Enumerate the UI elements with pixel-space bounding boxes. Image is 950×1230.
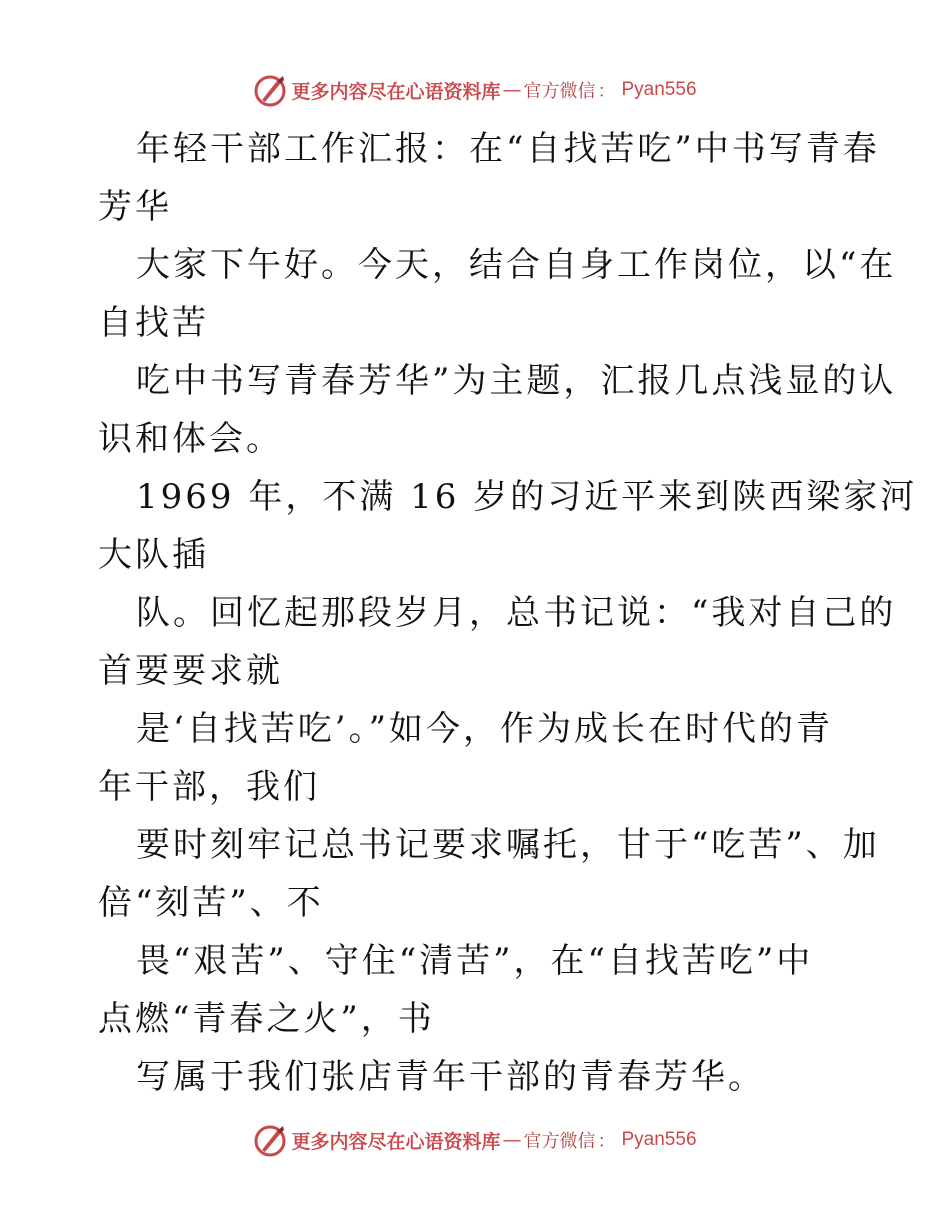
- paragraph-line: 识和体会。: [98, 419, 283, 459]
- paragraph-line: 大队插: [98, 535, 209, 575]
- title-line: 芳华: [98, 187, 172, 227]
- paragraph-line: 首要要求就: [98, 651, 283, 691]
- title-line: 年轻干部工作汇报：在“自找苦吃”中书写青春: [136, 129, 880, 169]
- paragraph-line: 写属于我们张店青年干部的青春芳华。: [136, 1057, 765, 1097]
- paragraph-line: 要时刻牢记总书记要求嘱托，甘于“吃苦”、加: [136, 825, 880, 865]
- paragraph-line: 队。回忆起那段岁月，总书记说：“我对自己的: [136, 593, 897, 633]
- footer-banner: [0, 1120, 950, 1160]
- footer-promo-text: 更多内容尽在心语资料库: [291, 1130, 501, 1153]
- header-wechat-id: Pyan556: [621, 79, 697, 100]
- paragraph-line: 畏“艰苦”、守住“清苦”，在“自找苦吃”中: [136, 941, 814, 981]
- paragraph-line: 点燃“青春之火”，书: [98, 999, 435, 1039]
- footer-wechat-label: 官方微信: [523, 1131, 596, 1152]
- quill-logo-icon: [253, 73, 287, 107]
- paragraph-line: 自找苦: [98, 303, 209, 343]
- paragraph-line: 大家下午好。今天，结合自身工作岗位，以“在: [136, 245, 897, 285]
- header-separator: ：: [597, 81, 616, 102]
- footer-wechat-id: Pyan556: [621, 1129, 697, 1150]
- document-body: [98, 120, 918, 1106]
- header-dash: —: [502, 79, 522, 101]
- paragraph-line: 是‘自找苦吃’。”如今，作为成长在时代的青: [136, 709, 833, 749]
- paragraph-line: 吃中书写青春芳华”为主题，汇报几点浅显的认: [136, 361, 897, 401]
- footer-dash: —: [502, 1129, 522, 1151]
- header-promo-text: 更多内容尽在心语资料库: [291, 80, 501, 103]
- paragraph-line: 年干部，我们: [98, 767, 320, 807]
- paragraph-line: 1969 年，不满 16 岁的习近平来到陕西梁家河: [136, 477, 918, 517]
- header-wechat-label: 官方微信: [523, 81, 596, 102]
- footer-separator: ：: [597, 1131, 616, 1152]
- paragraph-line: 倍“刻苦”、不: [98, 883, 324, 923]
- quill-logo-icon: [253, 1123, 287, 1157]
- header-banner: [0, 70, 950, 110]
